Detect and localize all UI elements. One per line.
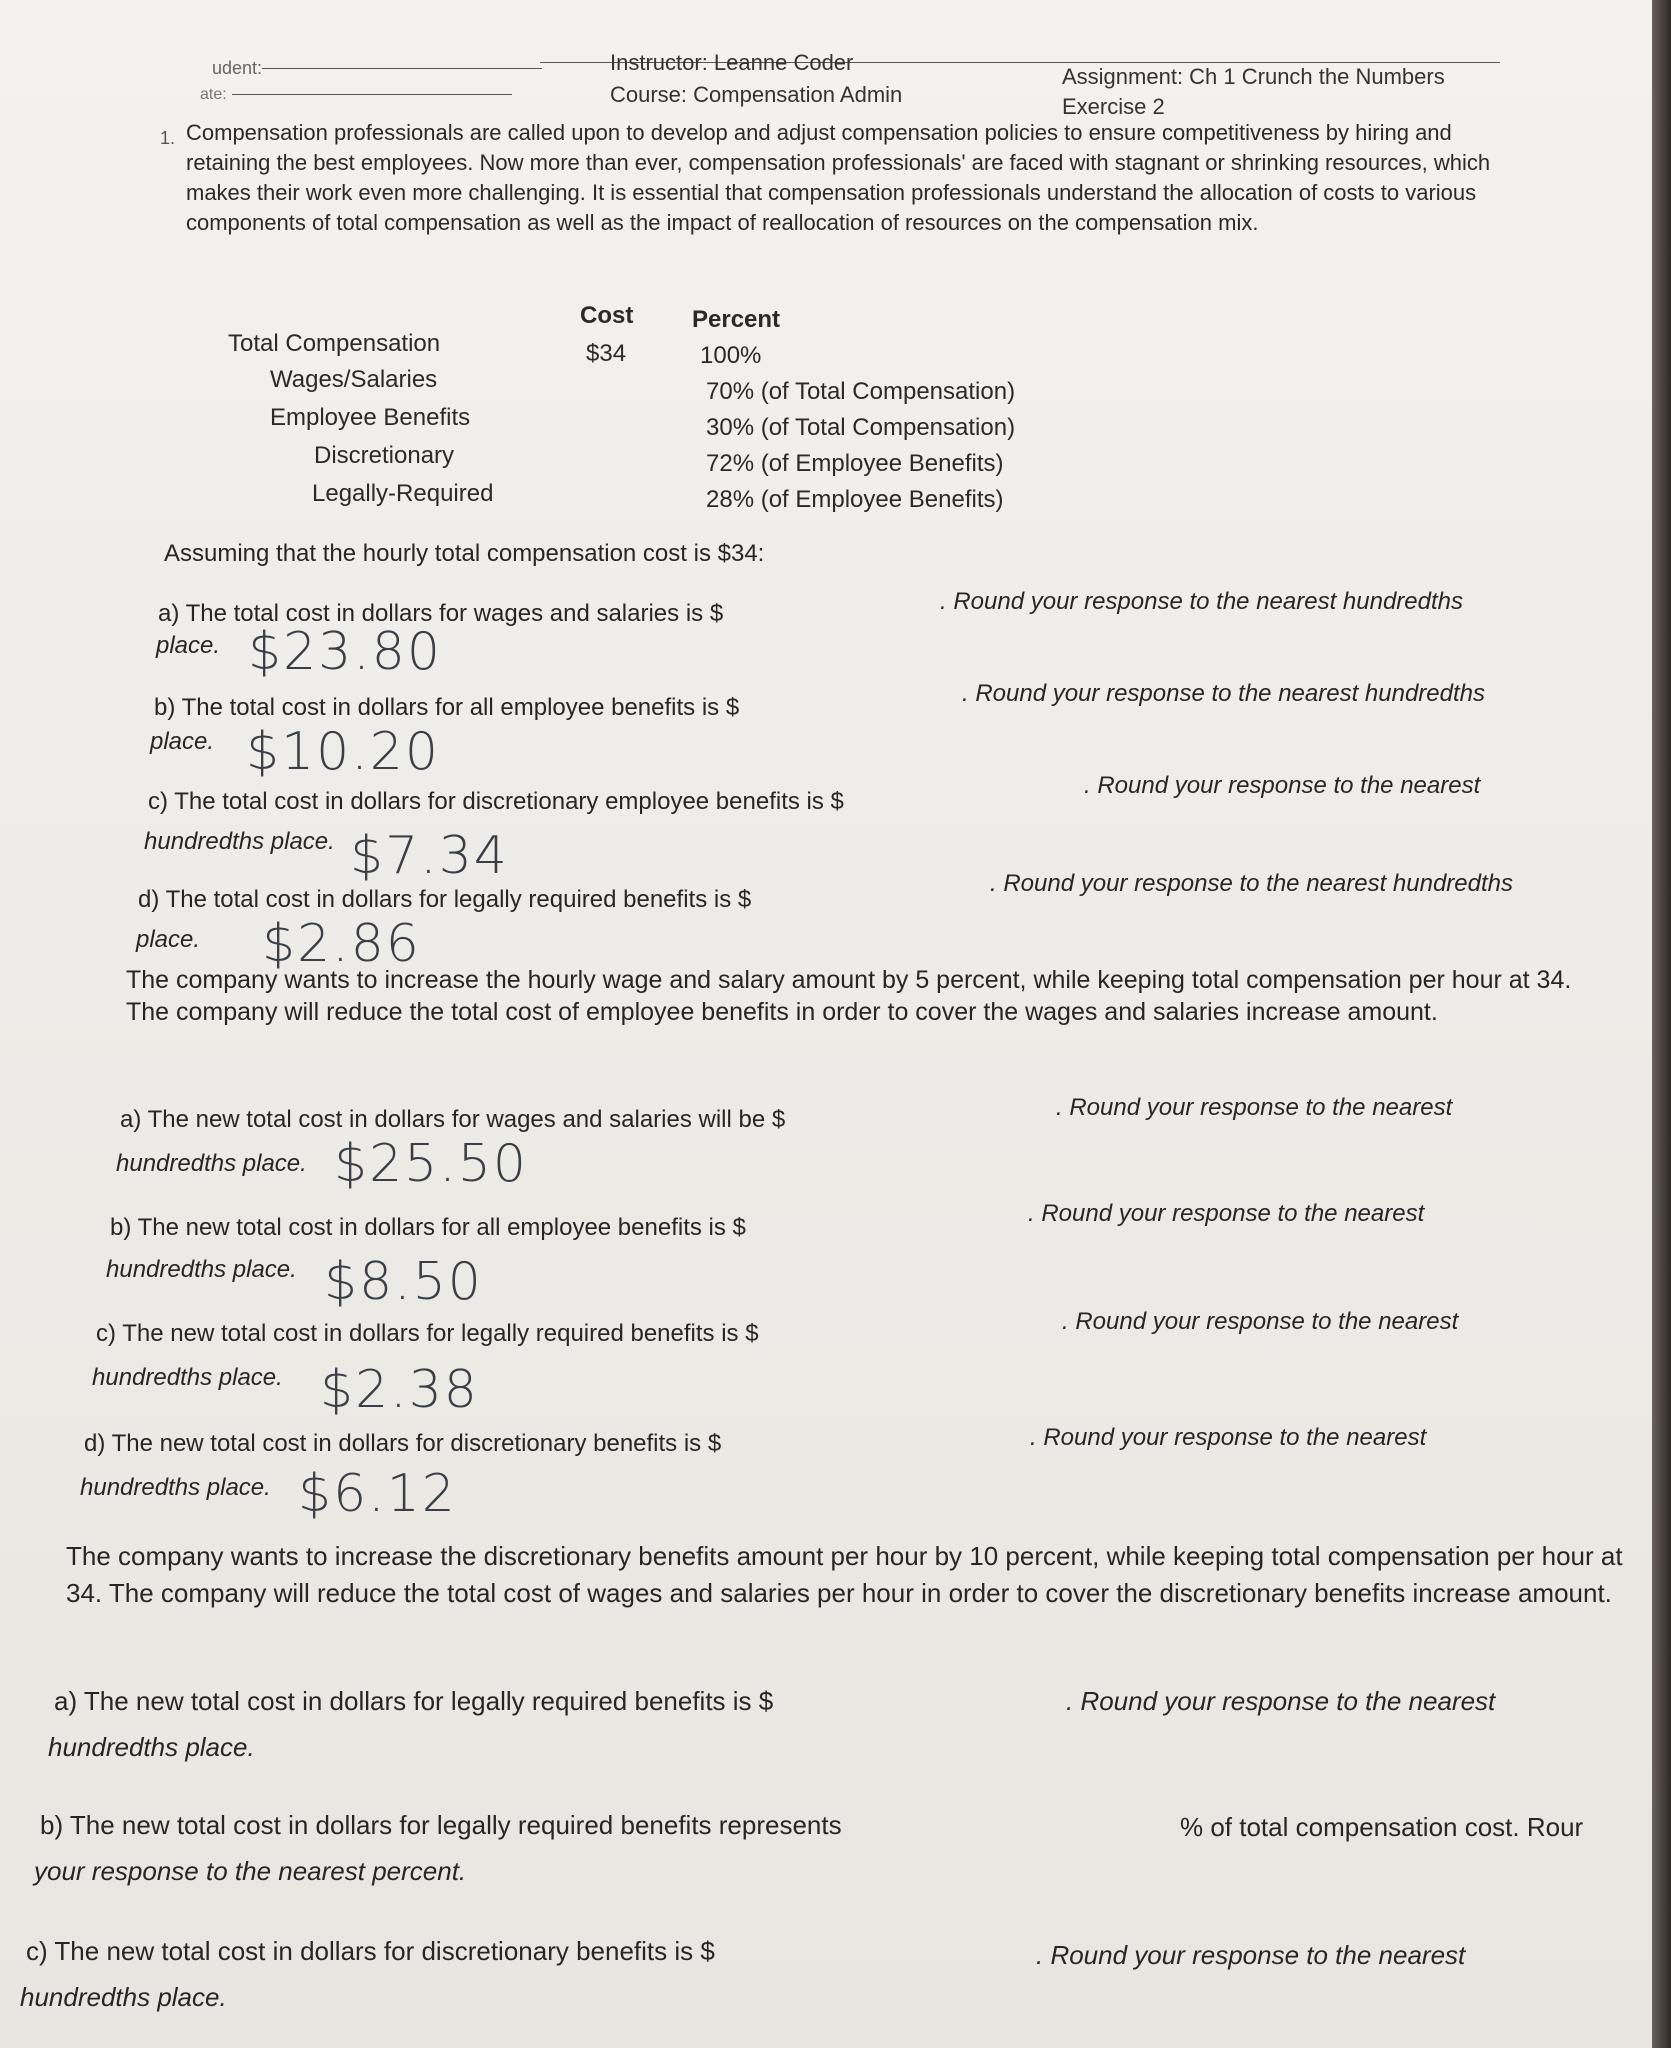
part3-instruction-c: . Round your response to the nearest [1036,1940,1466,1970]
part2-instruction-d: . Round your response to the nearest [1030,1424,1427,1451]
part2-instruction-a-cont: hundredths place. [116,1150,307,1177]
handwritten-answer-part2-b: $8.50 [324,1252,483,1312]
row-label-wages-salaries: Wages/Salaries [270,366,438,393]
handwritten-answer-part1-a: $23.80 [248,622,442,682]
part2-question-b: b) The new total cost in dollars for all employee benefits is $ [110,1214,746,1241]
part2-instruction-b-cont: hundredths place. [106,1256,297,1283]
table-header-cost: Cost [580,302,634,329]
row-percent-discretionary: 72% (of Employee Benefits) [706,450,1004,477]
part1-instruction-c-cont: hundredths place. [144,828,335,855]
instructor-name: Instructor: Leanne Coder [610,50,854,75]
date-label: ate: [200,86,227,103]
part2-question-a: a) The new total cost in dollars for wages and salaries will be $ [120,1106,786,1133]
part1-question-c: c) The total cost in dollars for discretionary employee benefits is $ [148,788,844,815]
row-percent-wages-salaries: 70% (of Total Compensation) [706,378,1016,405]
row-label-total-compensation: Total Compensation [228,330,441,357]
handwritten-answer-part1-c: $7.34 [350,826,509,886]
part3-instruction-b: % of total compensation cost. Rour [1180,1812,1584,1842]
table-header-percent: Percent [692,306,781,333]
scenario-paragraph-wages: The company wants to increase the hourly wage and salary amount by 5 percent, while keeping total compensation per hour at 34. The company will reduce the total cost of employee benefits in order to cover the wages and salaries increase amount. [126,966,1572,1026]
student-line [262,68,542,69]
part1-instruction-c: . Round your response to the nearest [1084,772,1481,799]
part1-question-a: a) The total cost in dollars for wages and salaries is $ [158,600,724,627]
exercise-label: Exercise 2 [1062,94,1165,119]
part2-instruction-a: . Round your response to the nearest [1056,1094,1453,1121]
row-percent-total-compensation: 100% [700,342,762,369]
part1-instruction-b-cont: place. [150,728,215,755]
row-percent-legally-required: 28% (of Employee Benefits) [706,486,1004,513]
handwritten-answer-part2-d: $6.12 [298,1464,457,1524]
part3-instruction-b-cont: your response to the nearest percent. [34,1856,467,1886]
handwritten-answer-part2-a: $25.50 [334,1134,528,1194]
row-cost-total-compensation: $34 [586,340,627,367]
part3-question-a: a) The new total cost in dollars for legally required benefits is $ [54,1686,774,1716]
part1-instruction-a-cont: place. [156,632,221,659]
part2-instruction-c: . Round your response to the nearest [1062,1308,1459,1335]
part2-instruction-b: . Round your response to the nearest [1028,1200,1425,1227]
part3-instruction-a-cont: hundredths place. [48,1732,255,1762]
part2-question-d: d) The new total cost in dollars for discretionary benefits is $ [84,1430,722,1457]
part1-instruction-d-cont: place. [136,926,201,953]
part3-question-c: c) The new total cost in dollars for discretionary benefits is $ [26,1936,715,1966]
part2-question-c: c) The new total cost in dollars for legally required benefits is $ [96,1320,759,1347]
part1-question-b: b) The total cost in dollars for all employee benefits is $ [154,694,740,721]
part3-instruction-a: . Round your response to the nearest [1066,1686,1496,1716]
student-label: udent: [212,58,263,78]
part3-question-b: b) The new total cost in dollars for legally required benefits represents [40,1810,842,1840]
handwritten-answer-part1-b: $10.20 [246,722,440,782]
scenario-paragraph-discretionary: The company wants to increase the discretionary benefits amount per hour by 10 percent, while keeping total compensation per hour at 34. The company will reduce the total cost of wages and salaries per hour in order to cover the discretionary benefits increase amount. [66,1541,1623,1608]
assignment-title: Assignment: Ch 1 Crunch the Numbers [1062,64,1445,89]
part2-instruction-c-cont: hundredths place. [92,1364,283,1391]
part1-instruction-d: . Round your response to the nearest hundredths [990,870,1514,897]
row-label-discretionary: Discretionary [314,442,455,469]
part3-instruction-c-cont: hundredths place. [20,1982,227,2012]
question-number: 1. [160,128,176,148]
intro-paragraph: Compensation professionals are called upon to develop and adjust compensation policies to ensure competitiveness by hiring and retaining the best employees. Now more than ever, compensation professionals' are faced with stagnant or shrinking resources, which makes their work even more challenging. It is essential that compensation professionals understand the allocation of costs to various components of total compensation as well as the impact of reallocation of resources on the compensation mix. [186,120,1491,235]
part2-instruction-d-cont: hundredths place. [80,1474,271,1501]
part1-instruction-b: . Round your response to the nearest hundredths [962,680,1486,707]
date-line [232,94,512,95]
row-percent-employee-benefits: 30% (of Total Compensation) [706,414,1016,441]
part1-instruction-a: . Round your response to the nearest hundredths [940,588,1464,615]
page-edge-shadow [1652,0,1671,2048]
course-name: Course: Compensation Admin [610,82,903,107]
handwritten-answer-part2-c: $2.38 [320,1360,479,1420]
part1-question-d: d) The total cost in dollars for legally required benefits is $ [138,886,752,913]
row-label-employee-benefits: Employee Benefits [270,404,471,431]
row-label-legally-required: Legally-Required [312,480,494,507]
assumption-text: Assuming that the hourly total compensation cost is $34: [164,540,765,567]
handwritten-answer-part1-d: $2.86 [262,914,421,974]
